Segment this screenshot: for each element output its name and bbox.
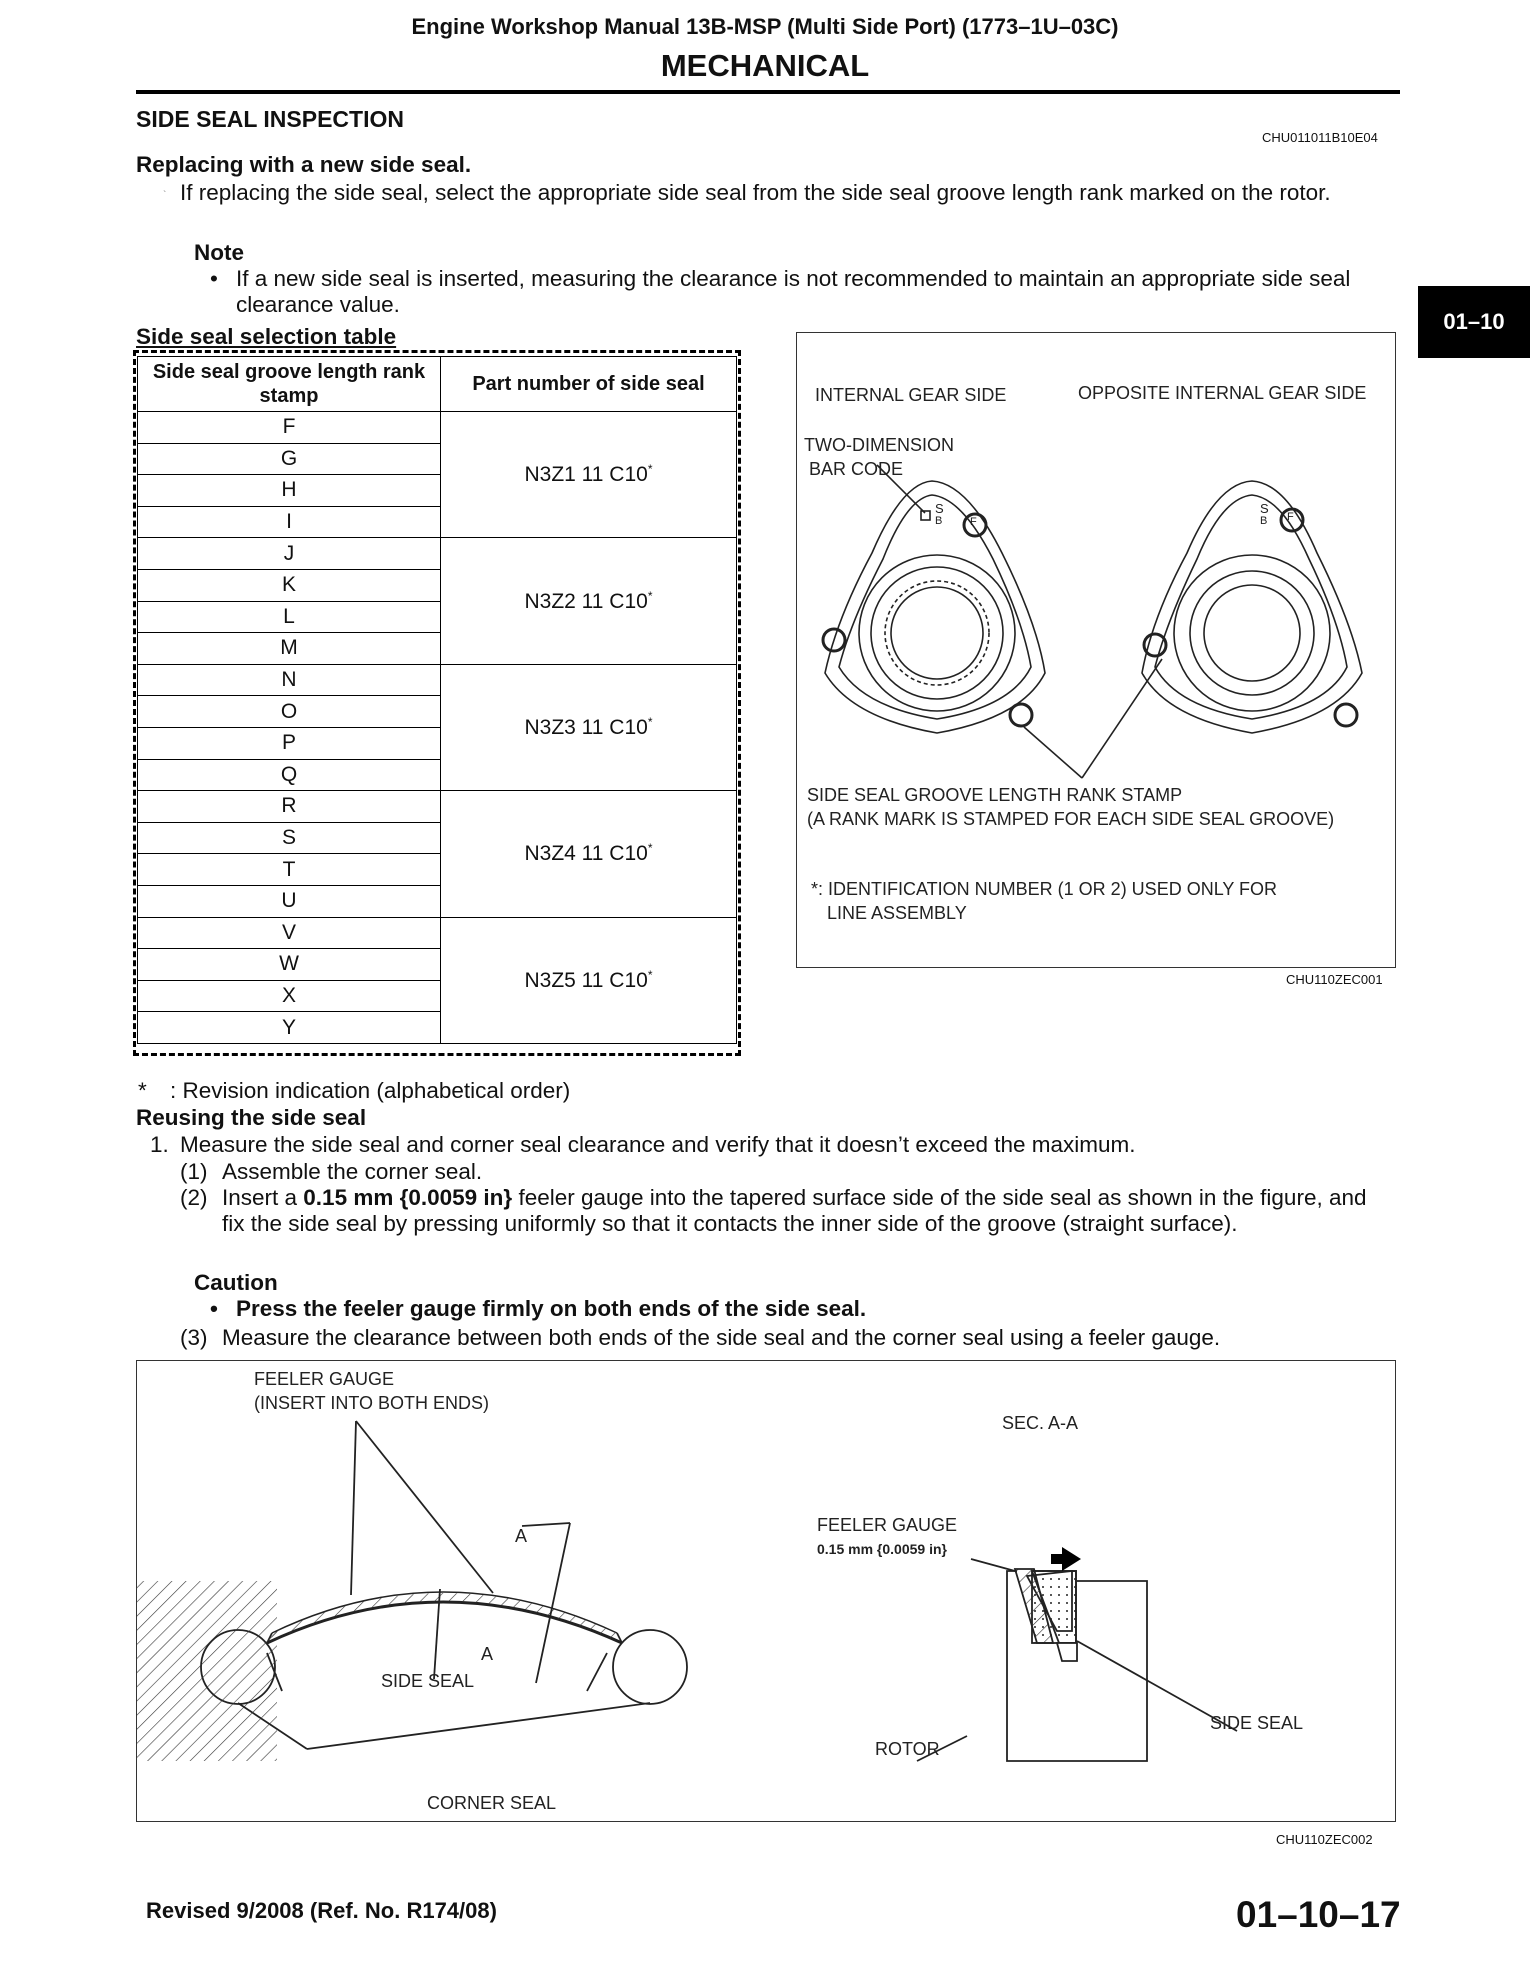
figure1-code: CHU110ZEC001 <box>1286 972 1383 987</box>
part-cell: N3Z4 11 C10* <box>441 791 737 917</box>
stamp-cell: Y <box>138 1012 441 1044</box>
header-rule <box>136 90 1400 94</box>
stamp-cell: S <box>138 822 441 854</box>
internal-gear-label: INTERNAL GEAR SIDE <box>815 385 1007 405</box>
stamp-cell: K <box>138 569 441 601</box>
rank-stamp-label-2: (A RANK MARK IS STAMPED FOR EACH SIDE SEAL GROOVE) <box>807 809 1335 829</box>
a-label-bottom: A <box>481 1644 494 1664</box>
stamp-cell: O <box>138 696 441 728</box>
col-header-part: Part number of side seal <box>441 357 737 412</box>
stamp-cell: J <box>138 538 441 570</box>
feeler-label-2: (INSERT INTO BOTH ENDS) <box>254 1393 490 1413</box>
barcode-label-1: TWO-DIMENSION <box>804 435 954 455</box>
revision-star: * <box>138 1078 147 1103</box>
stamp-cell: V <box>138 917 441 949</box>
rotor-figure <box>796 332 1396 968</box>
sub3-num: (3) <box>180 1325 208 1350</box>
sub1-num: (1) <box>180 1159 208 1184</box>
stamp-f-right: F <box>1287 511 1294 523</box>
replace-title: Replacing with a new side seal. <box>136 152 472 177</box>
section-tab: 01–10 <box>1418 286 1530 358</box>
part-cell: N3Z3 11 C10* <box>441 664 737 790</box>
rank-stamp-label-1: SIDE SEAL GROOVE LENGTH RANK STAMP <box>807 785 1183 805</box>
step1-text: Measure the side seal and corner seal clearance and verify that it doesn’t exceed the maximum. <box>180 1132 1136 1157</box>
side-seal-selection-table <box>137 356 737 1044</box>
feeler-right-label: FEELER GAUGE <box>817 1515 958 1535</box>
ident-note-2: LINE ASSEMBLY <box>827 903 967 923</box>
sub3-text: Measure the clearance between both ends of the side seal and the corner seal using a feeler gauge. <box>222 1325 1221 1350</box>
part-cell: N3Z1 11 C10* <box>441 412 737 538</box>
stamp-f-left: F <box>970 516 977 528</box>
page-heading: SIDE SEAL INSPECTION <box>136 106 404 132</box>
manual-title: Engine Workshop Manual 13B-MSP (Multi Side Port) (1773–1U–03C) <box>411 14 1119 39</box>
stamp-cell: U <box>138 885 441 917</box>
sub1-text: Assemble the corner seal. <box>222 1159 483 1184</box>
stamp-cell: T <box>138 854 441 886</box>
stamp-cell: F <box>138 412 441 444</box>
feeler-drawing <box>137 1361 1397 1823</box>
corner-seal-label: CORNER SEAL <box>427 1793 557 1813</box>
feeler-label-1: FEELER GAUGE <box>254 1369 395 1389</box>
a-label-top: A <box>515 1526 528 1546</box>
stamp-cell: P <box>138 727 441 759</box>
replace-text: If replacing the side seal, select the appropriate side seal from the side seal groove length rank marked on the rotor. <box>180 180 1331 205</box>
stamp-cell: H <box>138 475 441 507</box>
stamp-cell: R <box>138 791 441 823</box>
part-cell: N3Z2 11 C10* <box>441 538 737 664</box>
revision-note: : Revision indication (alphabetical order) <box>170 1078 571 1103</box>
note-text: If a new side seal is inserted, measuring the clearance is not recommended to maintain an appropriate side seal clearance value. <box>236 266 1351 317</box>
caution-text: Press the feeler gauge firmly on both ends of the side seal. <box>236 1296 867 1321</box>
sub2-num: (2) <box>180 1185 208 1210</box>
stamp-cell: I <box>138 506 441 538</box>
stamp-cell: M <box>138 633 441 665</box>
stamp-s-right: S <box>1260 501 1269 516</box>
stamp-s-left: S <box>935 501 944 516</box>
part-cell: N3Z5 11 C10* <box>441 917 737 1043</box>
stamp-b-left: B <box>935 515 943 527</box>
stamp-cell: W <box>138 949 441 981</box>
ident-note-1: *: IDENTIFICATION NUMBER (1 OR 2) USED ONLY FOR <box>811 879 1278 899</box>
note-label: Note <box>194 240 244 265</box>
stamp-cell: G <box>138 443 441 475</box>
caution-bullet: • <box>210 1296 218 1321</box>
feeler-gauge-figure <box>136 1360 1396 1822</box>
stamp-b-right: B <box>1260 515 1268 527</box>
sub2-text: Insert a 0.15 mm {0.0059 in} feeler gauge into the tapered surface side of the side seal as shown in the figure, and fix the side seal by pressing uniformly so that it contacts the inner side of the groove (straight surface). <box>222 1185 1367 1236</box>
caution-label: Caution <box>194 1270 278 1295</box>
rotor-label: ROTOR <box>875 1739 940 1759</box>
stamp-cell: X <box>138 980 441 1012</box>
reuse-title: Reusing the side seal <box>136 1105 367 1130</box>
page-number: 01–10–17 <box>1236 1894 1401 1935</box>
revision-footer: Revised 9/2008 (Ref. No. R174/08) <box>146 1898 497 1923</box>
bullet-mark: ` <box>163 190 167 201</box>
stamp-cell: N <box>138 664 441 696</box>
figure2-code: CHU110ZEC002 <box>1276 1832 1373 1847</box>
step1-num: 1. <box>150 1132 169 1157</box>
stamp-cell: L <box>138 601 441 633</box>
opposite-gear-label: OPPOSITE INTERNAL GEAR SIDE <box>1078 383 1367 403</box>
side-seal-right-label: SIDE SEAL <box>1210 1713 1304 1733</box>
note-bullet: • <box>210 266 218 291</box>
stamp-cell: Q <box>138 759 441 791</box>
table-title: Side seal selection table <box>136 324 397 349</box>
section-aa-label: SEC. A-A <box>1002 1413 1079 1433</box>
barcode-label-2: BAR CODE <box>809 459 904 479</box>
feeler-value-label: 0.15 mm {0.0059 in} <box>817 1541 947 1557</box>
col-header-rank: Side seal groove length rank stamp <box>138 357 441 412</box>
doc-id: CHU011011B10E04 <box>1262 130 1378 145</box>
rotor-drawing <box>797 333 1397 969</box>
section-title: MECHANICAL <box>660 48 870 83</box>
side-seal-label: SIDE SEAL <box>381 1671 475 1691</box>
